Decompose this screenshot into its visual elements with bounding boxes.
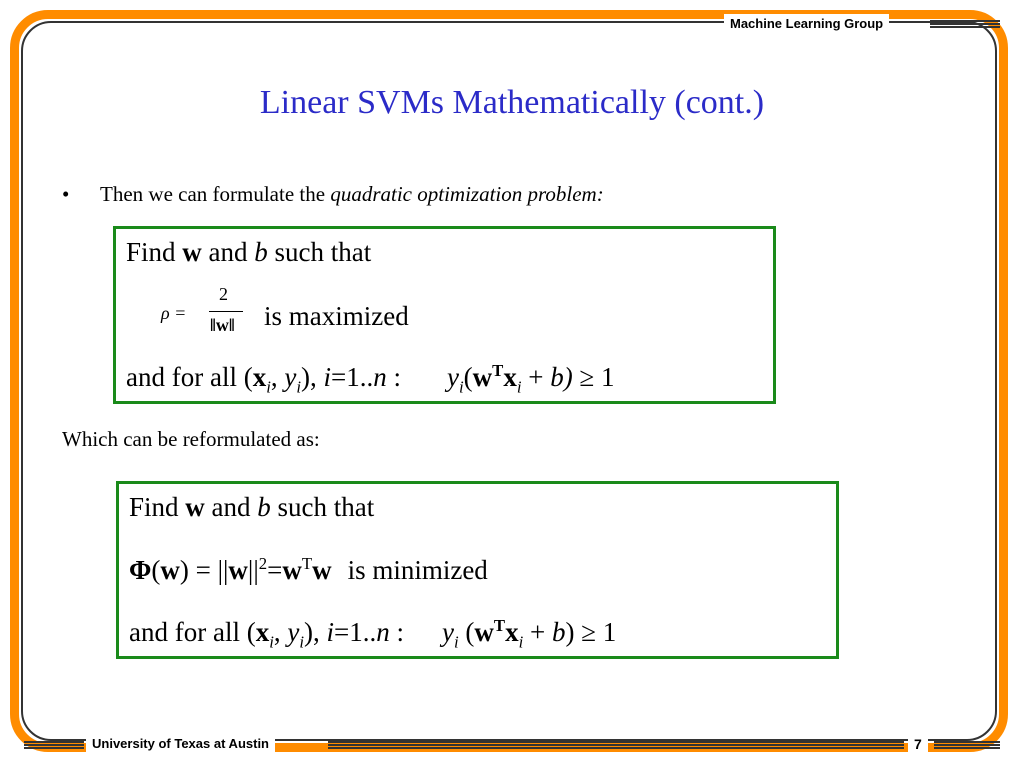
bullet-formulate	[62, 182, 604, 207]
box2-constraint-line: and for all ($x_i$, $y_i$), i=1..n : $y_i$ $(w^Tx_i + b) \ge 1$	[129, 616, 617, 652]
margin-fraction	[161, 281, 256, 351]
reformulated-text: Which can be reformulated as:	[62, 427, 320, 451]
footer-stripes-left	[24, 741, 84, 750]
box2-find-line: Find w and b such that	[129, 492, 375, 522]
problem-box-original	[113, 226, 776, 404]
bullet-text: Then we can formulate the	[100, 182, 331, 206]
rho-equals: ρ =	[161, 303, 187, 323]
fraction-numerator: 2	[219, 284, 228, 304]
box1-find-line: Find w and b such that	[126, 237, 372, 267]
header-group-label: Machine Learning Group	[724, 14, 889, 34]
page-number: 7	[908, 734, 928, 754]
problem-box-reformulated	[116, 481, 839, 659]
maximized-text: is maximized	[264, 301, 409, 331]
bullet-emphasis: quadratic optimization problem:	[330, 182, 604, 206]
box1-constraint-line: and for all ($x_i$, $y_i$), i=1..n : $y_i(w^Tx_i + b) \ge 1$	[126, 361, 615, 397]
bullet-dot: •	[62, 182, 70, 206]
slide-title: Linear SVMs Mathematically (cont.)	[259, 84, 765, 121]
footer-stripes-right	[934, 741, 1000, 750]
footer-stripes-middle	[328, 741, 904, 750]
header-stripes-right	[930, 20, 1000, 29]
fraction-bar	[209, 311, 243, 312]
box2-objective-line: $\Phi(w) = ||w||^2=w^Tw$ is minimized	[129, 554, 488, 585]
fraction-denominator: ‖w‖	[210, 315, 235, 335]
footer-university: University of Texas at Austin	[86, 734, 275, 754]
